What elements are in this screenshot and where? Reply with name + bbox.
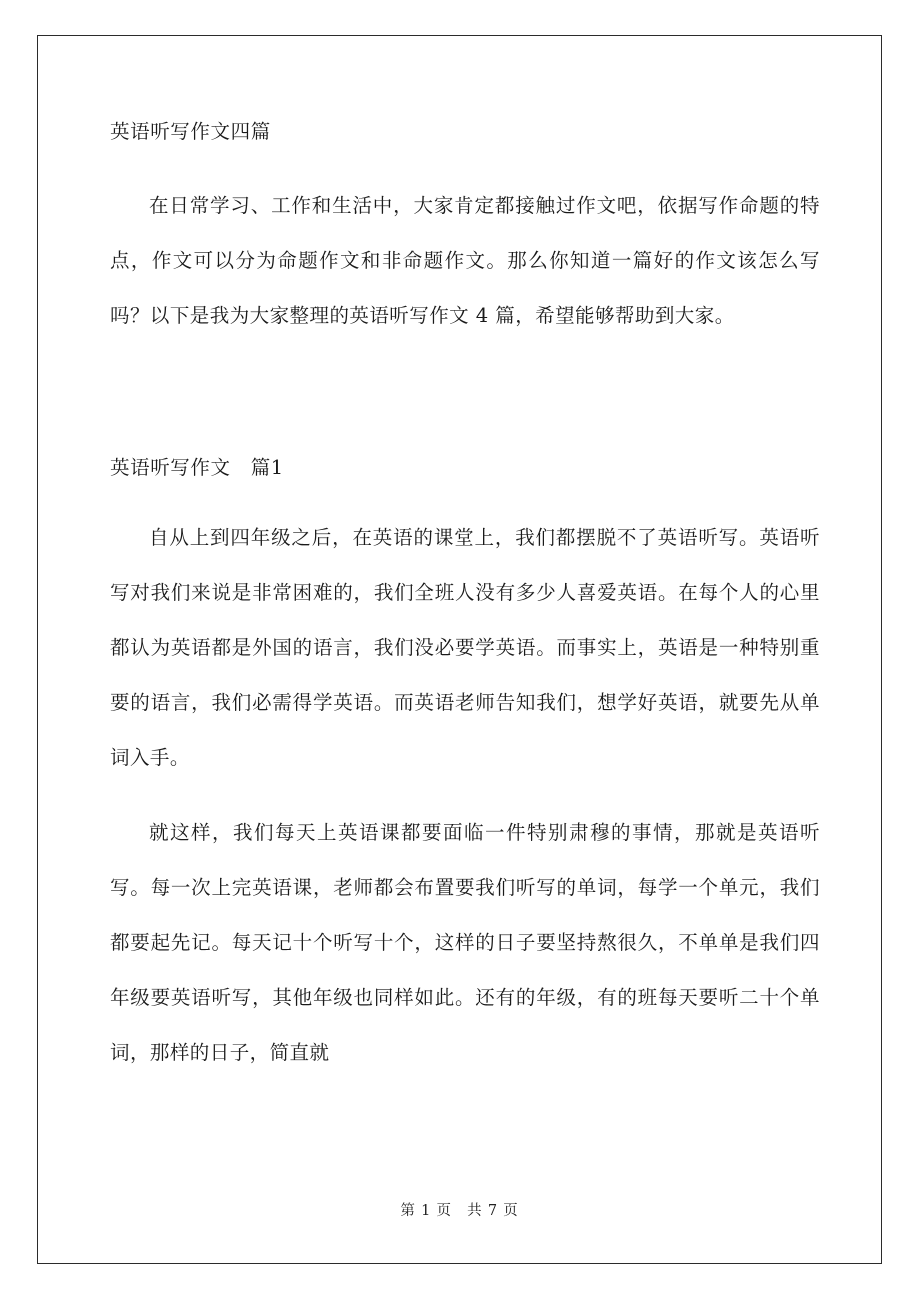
document-content-column bbox=[110, 112, 820, 1080]
page-number-footer: 第 1 页 共 7 页 bbox=[400, 1203, 519, 1219]
spacer-heading-to-body bbox=[110, 488, 820, 510]
spacer-title-to-intro bbox=[110, 152, 820, 178]
spacer-intro-to-heading bbox=[110, 343, 820, 448]
spacer-between-paragraphs bbox=[110, 785, 820, 805]
document-title: 英语听写作文四篇 bbox=[110, 120, 271, 143]
intro-paragraph: 在日常学习、工作和生活中，大家肯定都接触过作文吧，依据写作命题的特点，作文可以分为命题作文和非命题作文。那么你知道一篇好的作文该怎么写吗？以下是我为大家整理的英语听写作文 4 篇，希望能够帮助到大家。 bbox=[110, 194, 820, 327]
section-heading-essay-1: 英语听写作文 篇1 bbox=[110, 456, 284, 479]
body-paragraph-2: 就这样，我们每天上英语课都要面临一件特别肃穆的事情，那就是英语听写。每一次上完英语课，老师都会布置要我们听写的单词，每学一个单元，我们都要起先记。每天记十个听写十个，这样的日子要坚持熬很久，不单单是我们四年级要英语听写，其他年级也同样如此。还有的年级，有的班每天要听二十个单词，那样的日子，简直就 bbox=[110, 821, 820, 1064]
body-paragraph-1: 自从上到四年级之后，在英语的课堂上，我们都摆脱不了英语听写。英语听写对我们来说是非常困难的，我们全班人没有多少人喜爱英语。在每个人的心里都认为英语都是外国的语言，我们没必要学英语。而事实上，英语是一种特别重要的语言，我们必需得学英语。而英语老师告知我们，想学好英语，就要先从单词入手。 bbox=[110, 526, 820, 769]
